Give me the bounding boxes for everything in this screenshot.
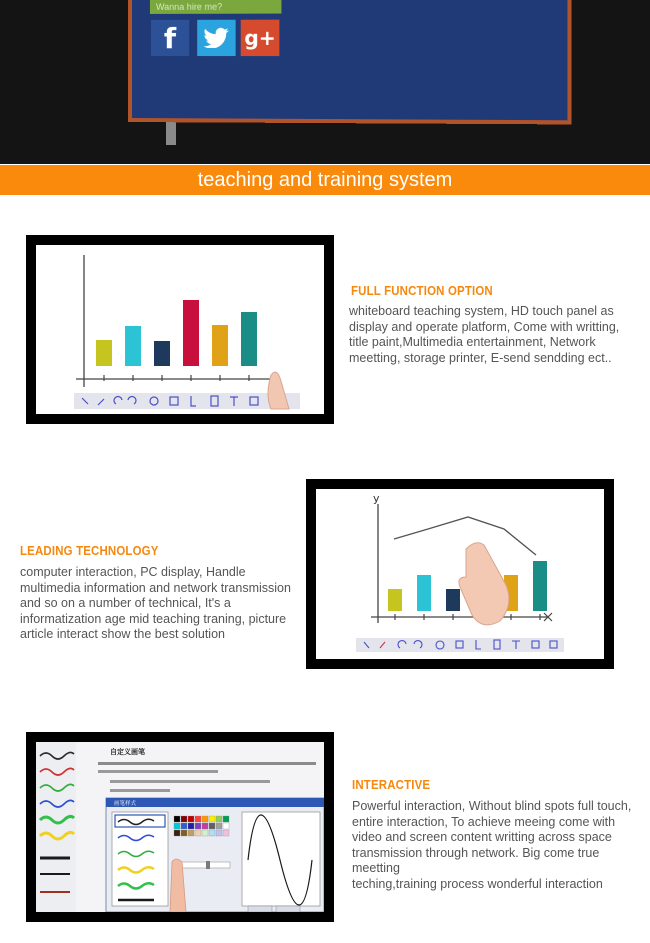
- feature-3-description: [352, 799, 650, 893]
- drawn-bar: [183, 300, 199, 366]
- tv-screen: [132, 0, 567, 120]
- palette-swatch[interactable]: [209, 823, 215, 829]
- drawn-bar: [212, 325, 228, 366]
- description-line: computer interaction, PC display, Handle: [20, 565, 246, 579]
- toolbar-strip: [74, 393, 300, 409]
- palette-swatch[interactable]: [181, 830, 187, 836]
- palette-swatch[interactable]: [188, 823, 194, 829]
- feature-1-heading: FULL FUNCTION OPTION: [351, 283, 493, 298]
- feature-3-monitor: [26, 732, 334, 922]
- palette-swatch[interactable]: [181, 816, 187, 822]
- feature-3-screen: [36, 742, 324, 912]
- palette-swatch[interactable]: [216, 816, 222, 822]
- palette-swatch[interactable]: [202, 816, 208, 822]
- palette-swatch[interactable]: [188, 816, 194, 822]
- palette-swatch[interactable]: [202, 830, 208, 836]
- palette-swatch[interactable]: [195, 816, 201, 822]
- tv-frame: [128, 0, 572, 124]
- drawn-bar: [533, 561, 547, 611]
- palette-swatch[interactable]: [223, 823, 229, 829]
- description-line: title paint,Multimedia entertainment, Network: [349, 335, 596, 350]
- palette-swatch[interactable]: [174, 816, 180, 822]
- description-line: teching,training process wonderful interaction: [352, 876, 603, 891]
- feature-1-description: [349, 304, 619, 366]
- description-line: informatization age mid teaching traning, picture: [20, 611, 287, 626]
- hire-me-text: Wanna hire me?: [155, 1, 223, 12]
- palette-swatch[interactable]: [209, 816, 215, 822]
- description-line: Powerful interaction, Without blind spots full touch,: [352, 799, 632, 813]
- description-line: whiteboard teaching system, HD touch panel as: [349, 304, 614, 318]
- description-line: video and screen content writting across space: [352, 830, 612, 845]
- hire-me-tile[interactable]: [150, 0, 281, 14]
- section-title: teaching and training system: [0, 165, 650, 195]
- whiteboard-chart-2: [316, 489, 604, 659]
- google-plus-icon[interactable]: g+: [241, 20, 280, 56]
- feature-2-monitor: [306, 479, 614, 669]
- feature-1-monitor: [26, 235, 334, 424]
- hero-banner: [0, 0, 650, 164]
- facebook-icon[interactable]: f: [151, 20, 189, 56]
- drawn-bar: [96, 340, 112, 366]
- description-line: entire interaction, To achieve meeing come with: [352, 814, 616, 829]
- feature-3-heading: INTERACTIVE: [352, 777, 431, 792]
- palette-swatch[interactable]: [181, 823, 187, 829]
- palette-swatch[interactable]: [188, 830, 194, 836]
- twitter-bird-icon: [203, 28, 229, 48]
- feature-2-screen: [316, 489, 604, 659]
- drawn-bar: [417, 575, 431, 611]
- feature-2-heading: LEADING TECHNOLOGY: [20, 543, 159, 558]
- palette-swatch[interactable]: [209, 830, 215, 836]
- drawn-bar: [388, 589, 402, 611]
- drawn-bar: [154, 341, 170, 366]
- hand-image: [268, 372, 289, 409]
- drawn-bar: [241, 312, 257, 366]
- palette-swatch[interactable]: [216, 830, 222, 836]
- hand-image: [459, 543, 509, 625]
- description-line: display and operate platform, Come with writting,: [349, 319, 620, 334]
- drawn-bar: [125, 326, 141, 366]
- whiteboard-chart-1: [36, 245, 324, 414]
- palette-swatch[interactable]: [195, 830, 201, 836]
- twitter-icon[interactable]: [197, 20, 235, 56]
- palette-swatch[interactable]: [223, 816, 229, 822]
- doc-title: 自定义画笔: [110, 748, 145, 756]
- dialog-title: 画笔样式: [114, 801, 137, 807]
- trend-line: [394, 517, 536, 555]
- description-line: and so on a number of technical, It's a: [20, 596, 231, 611]
- description-line: transmission through network. Big come true meetting: [352, 845, 600, 876]
- palette-swatch[interactable]: [216, 823, 222, 829]
- palette-swatch[interactable]: [195, 823, 201, 829]
- description-line: multimedia information and network transmission: [20, 580, 291, 595]
- description-line: article interact show the best solution: [20, 627, 225, 642]
- pen-settings-screenshot: [36, 742, 324, 912]
- palette-swatch[interactable]: [223, 830, 229, 836]
- toolbar-strip: [356, 638, 564, 652]
- feature-1-screen: [36, 245, 324, 414]
- palette-swatch[interactable]: [174, 823, 180, 829]
- drawn-bar: [446, 589, 460, 611]
- y-axis-label: y: [373, 492, 380, 505]
- feature-2-description: [20, 565, 291, 643]
- description-line: meetting, storage printer, E-send sendding ect..: [349, 350, 612, 365]
- palette-swatch[interactable]: [202, 823, 208, 829]
- palette-swatch[interactable]: [174, 830, 180, 836]
